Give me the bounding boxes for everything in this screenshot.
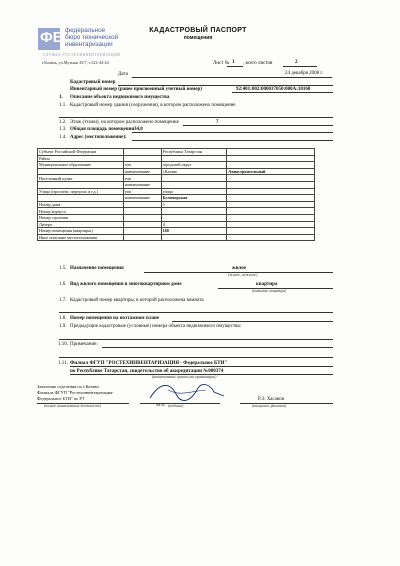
address-table-row bbox=[38, 201, 315, 208]
address-table-cell bbox=[161, 214, 227, 221]
address-table-row bbox=[38, 208, 315, 215]
address-table-cell bbox=[227, 201, 315, 208]
org-name-line: федеральное bbox=[65, 27, 106, 34]
logo-letters: ФБ bbox=[40, 29, 64, 46]
address-table-cell: наименование bbox=[123, 168, 161, 175]
item-1-11-no: 1.11. bbox=[58, 361, 68, 366]
signature-hint: (подпись) bbox=[168, 404, 184, 408]
address-table-cell bbox=[123, 221, 161, 228]
address-table-row bbox=[38, 234, 315, 241]
address-table-cell bbox=[123, 201, 161, 208]
bti-logo bbox=[38, 28, 64, 50]
address-table-row bbox=[38, 175, 315, 182]
address-table-cell: Муниципальное образование bbox=[38, 162, 124, 169]
address-table-cell bbox=[38, 195, 124, 202]
address-table-cell bbox=[227, 188, 315, 195]
item-1-5-value: жилое bbox=[232, 266, 247, 271]
item-1-5-no: 1.5. bbox=[59, 266, 67, 271]
address-table-cell bbox=[123, 234, 161, 241]
item-1-10-no: 1.10. bbox=[58, 342, 68, 347]
address-table-row bbox=[38, 155, 315, 162]
address-table-cell bbox=[227, 208, 315, 215]
address-table-cell: Номер строения bbox=[38, 214, 124, 221]
item-1-8-no: 1.8. bbox=[59, 316, 67, 321]
cad-number-label: Кадастровый номер bbox=[70, 80, 116, 85]
address-table-cell: наименование bbox=[123, 195, 161, 202]
position-hint: (полное наименование должности) bbox=[44, 404, 101, 408]
item-1-5-hint: (жилое, нежилое) bbox=[228, 273, 258, 277]
address-table-cell: Номер помещения (квартиры) bbox=[38, 228, 124, 235]
address-table-cell bbox=[123, 208, 161, 215]
address-table-row bbox=[38, 188, 315, 195]
signatory-line: Федеральное БТИ" по РТ bbox=[37, 396, 85, 401]
sheet-number: 1 bbox=[232, 60, 235, 65]
address-table-row bbox=[38, 195, 315, 202]
address-table bbox=[37, 148, 315, 241]
address-table-cell bbox=[227, 195, 315, 202]
address-table-cell: 168 bbox=[161, 228, 227, 235]
signatory-position bbox=[37, 384, 114, 402]
page-title: КАДАСТРОВЫЙ ПАСПОРТ bbox=[149, 27, 247, 34]
signatory-line: Филиала ФГУП "Ростехинвентаризация- bbox=[37, 390, 114, 395]
address-table-cell bbox=[161, 175, 227, 182]
inv-number-label: Инвентарный номер (ранее присвоенный учетный номер) bbox=[70, 87, 202, 92]
address-table-cell bbox=[227, 149, 315, 156]
item-1-2-value: 7 bbox=[216, 120, 219, 125]
address-table-cell bbox=[227, 162, 315, 169]
address-table-row bbox=[38, 149, 315, 156]
address-table-cell: Район bbox=[38, 155, 124, 162]
address-table-row bbox=[38, 168, 315, 175]
address-table-row bbox=[38, 221, 315, 228]
item-1-7-text: Кадастровый номер квартиры, в которой расположена комната bbox=[70, 298, 204, 303]
address-table-cell: Беломорская bbox=[161, 195, 227, 202]
total-label: , всего листов bbox=[243, 61, 273, 66]
address-table-cell: тип bbox=[123, 188, 161, 195]
address-table-row bbox=[38, 214, 315, 221]
address-table-row bbox=[38, 162, 315, 169]
address-table-cell bbox=[227, 175, 315, 182]
signatory-name: Р.Э. Хасанов bbox=[258, 397, 284, 402]
total-number: 2 bbox=[295, 60, 298, 65]
org-address: г.Казань, ул.Музыки 29/7, т.322-44-44 bbox=[42, 60, 109, 65]
item-1-8-text: Номер помещения на поэтажном плане bbox=[70, 316, 160, 321]
address-table-cell bbox=[227, 181, 315, 188]
address-table-cell: тип bbox=[123, 162, 161, 169]
address-table-row bbox=[38, 181, 315, 188]
address-table-cell bbox=[227, 155, 315, 162]
org-subtitle: СЛУЖБА ГОСТЕХИНВЕНТАРИЗАЦИИ bbox=[43, 53, 121, 57]
item-1-11-hint: (наименование органа или организации) bbox=[152, 375, 217, 379]
address-table-cell: Номер дома bbox=[38, 201, 124, 208]
org-name bbox=[65, 27, 118, 48]
item-1-1-no: 1.1. bbox=[59, 103, 67, 108]
item-1-3-text: Общая площадь помещения bbox=[70, 127, 135, 132]
org-name-line: инвентаризации bbox=[65, 41, 113, 48]
address-table-cell bbox=[227, 234, 315, 241]
address-table-cell: тип bbox=[123, 175, 161, 182]
section-1-no: 1. bbox=[59, 95, 63, 100]
address-table-cell: Литера bbox=[38, 221, 124, 228]
address-table-cell: улица bbox=[161, 188, 227, 195]
address-table-cell: Улица (проспект, переулок и т.д.) bbox=[38, 188, 124, 195]
address-table-cell bbox=[123, 155, 161, 162]
address-table-cell: Номер корпуса bbox=[38, 208, 124, 215]
address-table-cell: Субъект Российской Федерации bbox=[38, 149, 124, 156]
address-table-cell: наименование bbox=[123, 181, 161, 188]
signature-scribble bbox=[140, 378, 230, 406]
address-table-cell bbox=[38, 181, 124, 188]
address-table-cell bbox=[227, 228, 315, 235]
address-table-cell bbox=[161, 234, 227, 241]
address-table-cell bbox=[161, 155, 227, 162]
item-1-10-text: Примечание: bbox=[70, 342, 98, 347]
address-table-cell bbox=[161, 181, 227, 188]
date-value: 24 декабря 2008 г. bbox=[285, 71, 324, 76]
name-hint: (инициалы, фамилия) bbox=[252, 404, 287, 408]
item-1-6-text: Вид жилого помещения в многоквартирном доме bbox=[70, 282, 182, 287]
org-name-line: бюро технической bbox=[65, 34, 119, 41]
item-1-2-text: Этаж (этажи), на котором расположено помещение bbox=[70, 120, 179, 125]
item-1-11-line2: по Республике Татарстан, свидетельство об аккредитации №000374 bbox=[70, 369, 224, 374]
address-table-cell: Республика Татарстан bbox=[161, 149, 227, 156]
address-table-cell bbox=[123, 214, 161, 221]
signatory-line: Зачальник отделения по г.Казани bbox=[37, 384, 99, 389]
sheet-label: Лист № bbox=[213, 61, 230, 66]
item-1-2-no: 1.2. bbox=[59, 120, 67, 125]
item-1-4-no: 1.4. bbox=[59, 135, 67, 140]
item-1-6-hint: (комната, квартира) bbox=[252, 289, 287, 293]
date-label: Дата bbox=[118, 72, 128, 77]
address-table-row bbox=[38, 228, 315, 235]
item-1-9-text: Предыдущие кадастровые (условные) номера объекта недвижимого имущества: bbox=[70, 324, 242, 329]
page-subtitle: помещения bbox=[183, 35, 213, 41]
item-1-9-no: 1.9. bbox=[59, 324, 67, 329]
address-table-cell bbox=[161, 208, 227, 215]
item-1-4-text: Адрес (местоположение): bbox=[70, 135, 127, 140]
inv-number-value: 92:401:002:000037050:000А:10168 bbox=[236, 87, 311, 92]
seal-place-label: М.П. bbox=[156, 402, 166, 407]
address-table-cell: г.Казань bbox=[161, 168, 227, 175]
item-1-6-value: квартира bbox=[256, 282, 278, 287]
address-table-cell bbox=[38, 168, 124, 175]
address-table-cell: А bbox=[161, 221, 227, 228]
item-1-1-text: Кадастровый номер здания (сооружения), в котором расположено помещение bbox=[70, 103, 236, 108]
item-1-11-line1: Филиал ФГУП "РОСТЕХИНВЕНТАРИЗАЦИЯ - Федеральное БТИ" bbox=[70, 361, 228, 366]
address-table-cell: Иное описание местоположения bbox=[38, 234, 124, 241]
address-table-cell bbox=[123, 228, 161, 235]
address-table-cell: Авиастроительный bbox=[227, 168, 315, 175]
item-1-6-no: 1.6. bbox=[59, 282, 67, 287]
item-1-7-no: 1.7. bbox=[59, 298, 67, 303]
address-table-cell: городской округ bbox=[161, 162, 227, 169]
address-table-cell: 5 bbox=[161, 201, 227, 208]
address-table-cell bbox=[227, 221, 315, 228]
address-table-cell bbox=[123, 149, 161, 156]
item-1-3-no: 1.3. bbox=[59, 127, 67, 132]
item-1-3-value: 34,8 bbox=[134, 127, 143, 132]
item-1-5-text: Назначение помещения bbox=[70, 266, 124, 271]
address-table-cell bbox=[227, 214, 315, 221]
address-table-cell: Населенный пункт bbox=[38, 175, 124, 182]
section-1-title: Описание объекта недвижимого имущества bbox=[70, 95, 170, 100]
